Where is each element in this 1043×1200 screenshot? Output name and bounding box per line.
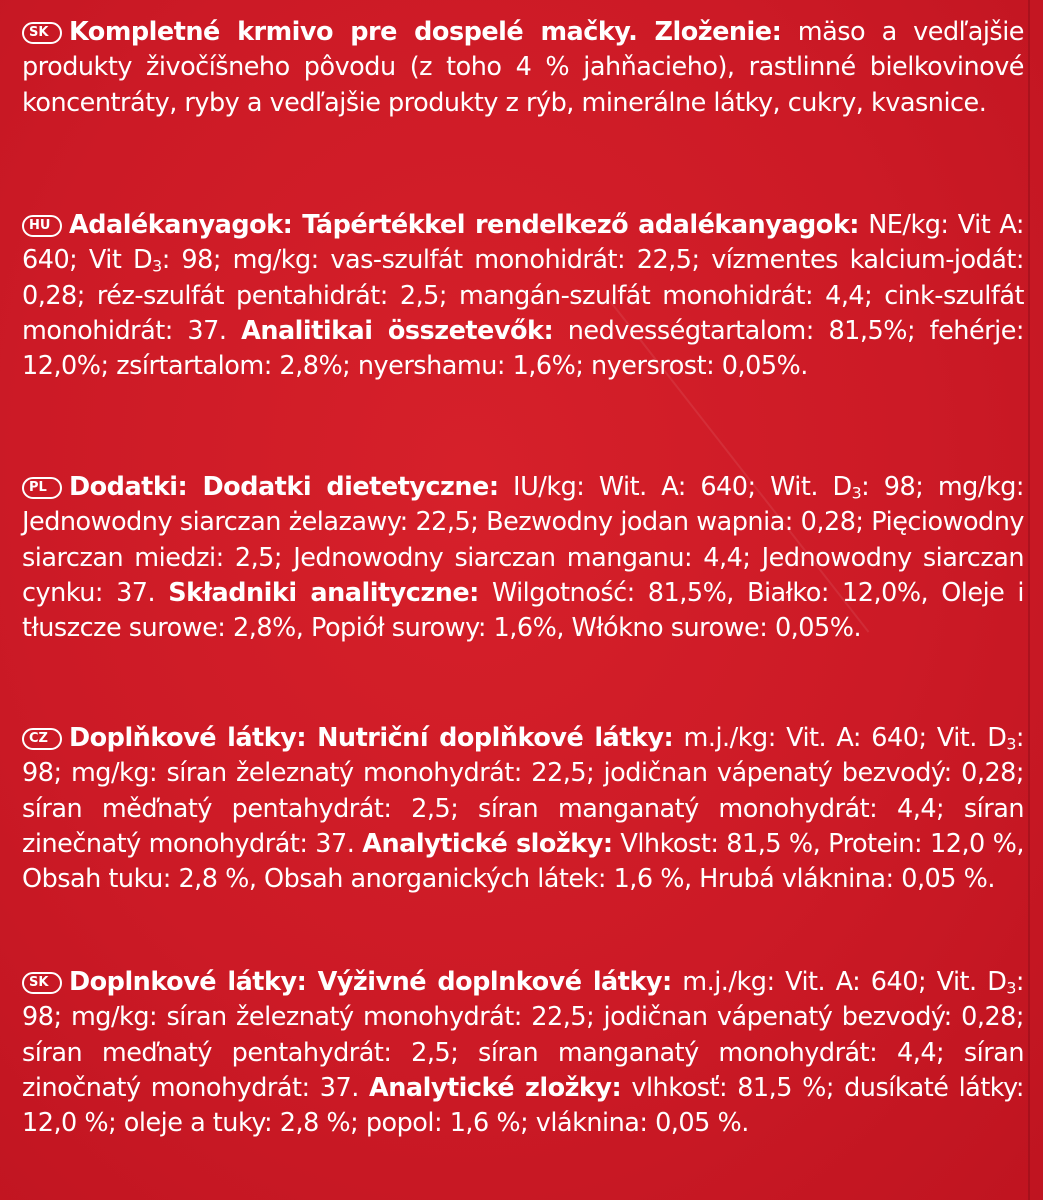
additives-text: : 98; mg/kg: síran železnatý monohydrát: 22,5; jodičnan vápenatý bezvodý: 0,28; síran měďnatý pentahydrát: 2,5; síran manganatý monohydrát: 4,4; síran zinečnatý monohydrát: 37. <box>22 723 1024 859</box>
additives-heading: Doplňkové látky: Nutriční doplňkové látky: <box>69 723 674 753</box>
vitamin-d-subscript: 3 <box>1006 734 1016 754</box>
section-cz-additives <box>22 721 1024 897</box>
section-sk-additives <box>22 965 1024 1141</box>
analytical-text: Vlhkost: 81,5 %, Protein: 12,0 %, Obsah tuku: 2,8 %, Obsah anorganických látek: 1,6 %, Hrubá vláknina: 0,05 %. <box>22 828 1024 895</box>
composition-text: mäso a vedľajšie produkty živočíšneho pôvodu (z toho 4 % jahňacieho), rastlinné bielkovinové koncentráty, ryby a vedľajšie produkty z rýb, minerálne látky, cukry, kvasnice. <box>22 17 1024 118</box>
additives-text: m.j./kg: Vit. A: 640; Vit. D <box>671 967 1007 997</box>
additives-text: : 98; mg/kg: síran železnatý monohydrát: 22,5; jodičnan vápenatý bezvodý: 0,28; síran meďnatý pentahydrát: 2,5; síran manganatý monohydrát: 4,4; síran zinočnatý monohydrát: 37. <box>22 967 1024 1103</box>
additives-text: NE/kg: Vit A: 640; Vit D <box>22 210 1024 276</box>
additives-heading: Adalékanyagok: Tápértékkel rendelkező adalékanyagok: <box>69 210 859 240</box>
language-badge-cz: CZ <box>22 728 62 750</box>
analytical-text: Wilgotność: 81,5%, Białko: 12,0%, Oleje i tłuszcze surowe: 2,8%, Popiół surowy: 1,6%, Włókno surowe: 0,05%. <box>22 577 1025 644</box>
additives-heading: Doplnkové látky: Výživné doplnkové látky: <box>69 967 672 997</box>
additives-text: m.j./kg: Vit. A: 640; Vit. D <box>673 723 1007 753</box>
language-badge-sk: SK <box>22 22 62 44</box>
package-fold-line <box>1028 0 1030 1200</box>
additives-text: : 98; mg/kg: Jednowodny siarczan żelazawy: 22,5; Bezwodny jodan wapnia: 0,28; Pięciowodny siarczan miedzi: 2,5; Jednowodny siarczan manganu: 4,4; Jednowodny siarczan cynku: 37. <box>22 472 1024 608</box>
vitamin-d-subscript: 3 <box>1006 978 1016 998</box>
additives-text: IU/kg: Wit. A: 640; Wit. D <box>498 472 852 502</box>
language-badge-hu: HU <box>22 215 62 237</box>
section-hu-additives <box>22 208 1024 384</box>
analytical-heading: Składniki analityczne: <box>168 577 479 608</box>
vitamin-d-subscript: 3 <box>152 256 162 276</box>
language-badge-sk: SK <box>22 972 62 994</box>
analytical-text: vlhkosť: 81,5 %; dusíkaté látky: 12,0 %; oleje a tuky: 2,8 %; popol: 1,6 %; vláknina: 0,05 %. <box>22 1072 1024 1139</box>
composition-heading: Kompletné krmivo pre dospelé mačky. Zloženie: <box>69 17 782 47</box>
section-sk-composition <box>22 15 1024 121</box>
analytical-heading: Analytické zložky: <box>368 1072 622 1103</box>
analytical-heading: Analytické složky: <box>362 828 613 859</box>
analytical-text: nedvességtartalom: 81,5%; fehérje: 12,0%; zsírtartalom: 2,8%; nyershamu: 1,6%; nyersrost: 0,05%. <box>22 315 1024 382</box>
additives-heading: Dodatki: Dodatki dietetyczne: <box>69 472 499 502</box>
section-pl-additives <box>22 470 1024 646</box>
analytical-heading: Analitikai összetevők: <box>241 315 554 346</box>
language-badge-pl: PL <box>22 477 62 499</box>
vitamin-d-subscript: 3 <box>851 483 862 503</box>
additives-text: : 98; mg/kg: vas-szulfát monohidrát: 22,5; vízmentes kalcium-jodát: 0,28; réz-szulfát pentahidrát: 2,5; mangán-szulfát monohidrát: 4,4; cink-szulfát monohidrát: 37. <box>22 245 1024 346</box>
